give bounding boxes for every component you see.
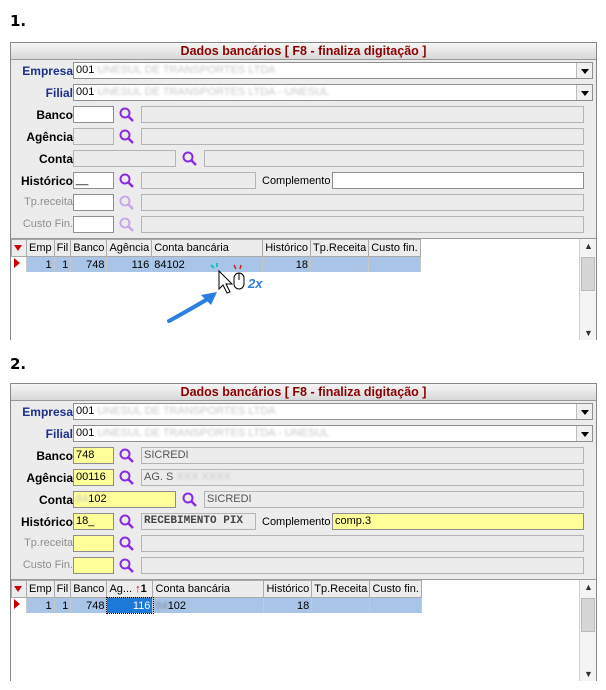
col-fil[interactable]: Fil	[54, 240, 71, 257]
custofin-label: Custo Fin.	[22, 218, 73, 230]
chevron-down-icon[interactable]	[576, 85, 592, 100]
col-conta[interactable]: Conta bancária	[153, 581, 264, 598]
tpreceita-row	[11, 533, 596, 555]
chevron-down-icon[interactable]	[576, 426, 592, 441]
empresa-row	[11, 401, 596, 423]
custofin-name-field	[141, 216, 584, 233]
empresa-label: Empresa	[22, 405, 73, 419]
accounts-table	[11, 580, 422, 613]
custofin-input[interactable]	[73, 216, 114, 233]
historico-row	[11, 511, 596, 533]
filial-code: 001	[76, 86, 95, 98]
conta-input[interactable]	[73, 491, 176, 508]
agencia-name-blurred: XXX XXXX	[176, 471, 231, 483]
search-icon[interactable]	[118, 447, 136, 465]
col-tpreceita[interactable]: Tp.Receita	[311, 240, 369, 257]
col-emp[interactable]: Emp	[27, 581, 55, 598]
panel-title: Dados bancários [ F8 - finaliza digitação ]	[11, 384, 596, 401]
search-icon[interactable]	[118, 194, 136, 212]
cell-fil[interactable]: 1	[54, 257, 71, 273]
search-icon[interactable]	[118, 172, 136, 190]
banco-label: Banco	[36, 449, 73, 463]
cell-conta[interactable]: 84102	[152, 257, 263, 273]
cell-conta-suffix: 102	[167, 599, 187, 612]
complemento-label: Complemento	[262, 516, 331, 528]
col-banco[interactable]: Banco	[71, 240, 107, 257]
search-icon[interactable]	[118, 128, 136, 146]
scroll-down-icon[interactable]: ▼	[584, 328, 593, 338]
cell-tpreceita[interactable]	[311, 257, 369, 273]
agencia-label: Agência	[26, 471, 73, 485]
cell-agencia-selected[interactable]: 116	[107, 598, 153, 614]
conta-label: Conta	[39, 152, 73, 166]
col-custofin[interactable]: Custo fin.	[369, 240, 420, 257]
agencia-input[interactable]: 00116	[73, 469, 114, 486]
empresa-select[interactable]	[73, 403, 593, 420]
cell-custofin[interactable]	[370, 598, 421, 614]
banco-row	[11, 104, 596, 126]
banco-name-field	[141, 106, 584, 123]
conta-row	[11, 489, 596, 511]
empresa-code: 001	[76, 64, 95, 76]
agencia-label: Agência	[26, 130, 73, 144]
cell-emp[interactable]: 1	[27, 257, 55, 273]
empresa-code: 001	[76, 405, 95, 417]
tpreceita-label: Tp.receita	[24, 196, 73, 208]
col-emp[interactable]: Emp	[27, 240, 55, 257]
cell-emp[interactable]: 1	[27, 598, 55, 614]
sort-indicator-icon: ↑	[135, 583, 141, 595]
filial-label: Filial	[45, 427, 73, 441]
search-icon[interactable]	[118, 216, 136, 234]
search-icon[interactable]	[181, 491, 199, 509]
col-fil[interactable]: Fil	[54, 581, 71, 598]
empresa-label: Empresa	[22, 64, 73, 78]
chevron-down-icon[interactable]	[576, 404, 592, 419]
agencia-name-prefix: AG. S	[144, 471, 174, 483]
col-agencia[interactable]: Agência	[107, 240, 152, 257]
vertical-scrollbar[interactable]	[579, 580, 596, 681]
col-historico[interactable]: Histórico	[264, 581, 312, 598]
bank-data-panel-2	[10, 383, 597, 681]
custofin-label: Custo Fin.	[22, 559, 73, 571]
tpreceita-name-field	[141, 194, 584, 211]
agencia-row	[11, 467, 596, 489]
search-icon[interactable]	[118, 513, 136, 531]
custofin-row	[11, 214, 596, 236]
cell-banco[interactable]: 748	[71, 257, 107, 273]
search-icon[interactable]	[118, 469, 136, 487]
cell-conta[interactable]	[153, 598, 264, 614]
conta-name-field	[204, 150, 584, 167]
tpreceita-name-field	[141, 535, 584, 552]
double-click-annotation	[161, 259, 281, 329]
row-indicator-header	[12, 581, 27, 598]
search-icon[interactable]	[118, 557, 136, 575]
historico-name-field: RECEBIMENTO PIX	[141, 513, 256, 530]
empresa-name: UNESUL DE TRANSPORTES LTDA	[97, 405, 276, 417]
banco-input[interactable]: 748	[73, 447, 114, 464]
empresa-select[interactable]	[73, 62, 593, 79]
search-icon[interactable]	[118, 106, 136, 124]
scroll-thumb[interactable]	[581, 598, 595, 632]
filial-row	[11, 82, 596, 104]
col-tpreceita[interactable]: Tp.Receita	[312, 581, 370, 598]
col-custofin[interactable]: Custo fin.	[370, 581, 421, 598]
scroll-up-icon[interactable]: ▲	[584, 582, 593, 592]
scroll-down-icon[interactable]: ▼	[584, 669, 593, 679]
row-pointer	[12, 257, 27, 273]
conta-label: Conta	[39, 493, 73, 507]
filial-name: UNESUL DE TRANSPORTES LTDA - UNESUL	[97, 86, 330, 98]
col-conta[interactable]: Conta bancária	[152, 240, 263, 257]
sort-down-icon	[14, 586, 22, 592]
complemento-input[interactable]: comp.3	[332, 513, 584, 530]
agencia-row	[11, 126, 596, 148]
historico-row	[11, 170, 596, 192]
agencia-input[interactable]	[73, 128, 114, 145]
search-icon[interactable]	[181, 150, 199, 168]
cell-fil[interactable]: 1	[54, 598, 71, 614]
panel-title: Dados bancários [ F8 - finaliza digitação ]	[11, 43, 596, 60]
conta-input[interactable]	[73, 150, 176, 167]
accounts-grid	[11, 238, 596, 340]
table-row[interactable]	[12, 598, 422, 614]
banco-row	[11, 445, 596, 467]
historico-input[interactable]: 18_	[73, 513, 114, 530]
filial-select[interactable]	[73, 425, 593, 442]
banco-label: Banco	[36, 108, 73, 122]
custofin-row	[11, 555, 596, 577]
empresa-name: UNESUL DE TRANSPORTES LTDA	[97, 64, 276, 76]
scroll-up-icon[interactable]: ▲	[584, 241, 593, 251]
complemento-label: Complemento	[262, 175, 331, 187]
cell-conta-blurred: 84	[155, 599, 168, 612]
historico-label: Histórico	[20, 174, 73, 188]
banco-input[interactable]	[73, 106, 114, 123]
double-click-label: 2x	[248, 276, 263, 291]
sort-down-icon	[14, 245, 22, 251]
cell-custofin[interactable]	[369, 257, 420, 273]
filial-row	[11, 423, 596, 445]
conta-row	[11, 148, 596, 170]
col-agencia-label: Ag...	[109, 583, 133, 595]
conta-suffix: 102	[88, 493, 107, 505]
banco-name-field: SICREDI	[141, 447, 584, 464]
row-pointer-icon	[14, 599, 20, 609]
cell-tpreceita[interactable]	[312, 598, 370, 614]
custofin-name-field	[141, 557, 584, 574]
tpreceita-row	[11, 192, 596, 214]
search-icon[interactable]	[118, 535, 136, 553]
col-banco[interactable]: Banco	[71, 581, 107, 598]
historico-input[interactable]: __	[73, 172, 114, 189]
step-2-label: 2.	[10, 355, 27, 373]
cell-historico[interactable]: 18	[263, 257, 311, 273]
tpreceita-input[interactable]	[73, 535, 114, 552]
historico-name-field	[141, 172, 256, 189]
tpreceita-label: Tp.receita	[24, 537, 73, 549]
conta-name-field: SICREDI	[204, 491, 584, 508]
col-historico[interactable]: Histórico	[263, 240, 311, 257]
bank-data-panel-1	[10, 42, 597, 340]
cell-agencia[interactable]: 116	[107, 257, 152, 273]
custofin-input[interactable]	[73, 557, 114, 574]
complemento-input[interactable]	[332, 172, 584, 189]
agencia-name-field	[141, 469, 584, 486]
filial-label: Filial	[45, 86, 73, 100]
step-1-label: 1.	[10, 12, 27, 30]
filial-select[interactable]	[73, 84, 593, 101]
empresa-row	[11, 60, 596, 82]
row-pointer-icon	[14, 258, 20, 268]
cell-banco[interactable]: 748	[71, 598, 107, 614]
accounts-grid	[11, 579, 596, 681]
row-pointer	[12, 598, 27, 614]
tpreceita-input[interactable]	[73, 194, 114, 211]
filial-code: 001	[76, 427, 95, 439]
filial-name: UNESUL DE TRANSPORTES LTDA - UNESUL	[97, 427, 330, 439]
cell-historico[interactable]: 18	[264, 598, 312, 614]
row-indicator-header	[12, 240, 27, 257]
col-agencia[interactable]	[107, 581, 153, 598]
agencia-name-field	[141, 128, 584, 145]
vertical-scrollbar[interactable]	[579, 239, 596, 340]
chevron-down-icon[interactable]	[576, 63, 592, 78]
scroll-thumb[interactable]	[581, 257, 595, 291]
historico-label: Histórico	[20, 515, 73, 529]
sort-order-number: 1	[140, 583, 147, 595]
conta-prefix-blurred: 84	[76, 493, 89, 505]
